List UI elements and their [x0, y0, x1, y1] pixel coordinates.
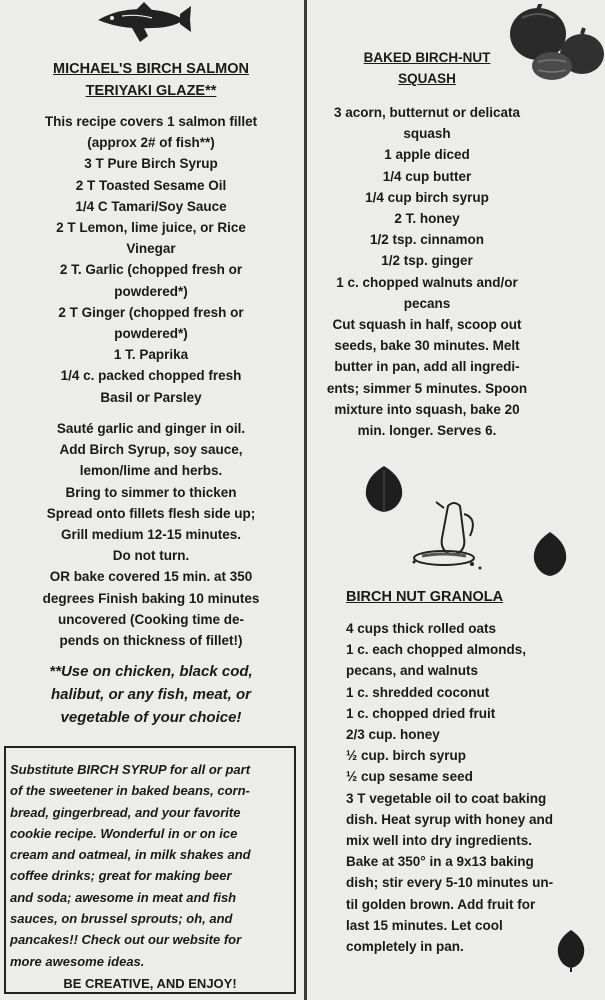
tip-line: cream and oatmeal, in milk shakes and	[10, 847, 251, 863]
ingredient-line: 2 T. Garlic (chopped fresh or	[59, 262, 243, 278]
ingredient-line: 1 T. Paprika	[113, 347, 189, 363]
squash-title-line: BAKED BIRCH-NUT	[363, 50, 491, 65]
squash-line: 1/4 cup butter	[382, 168, 472, 184]
ingredient-line: powdered*)	[114, 283, 188, 299]
method-line: Spread onto fillets flesh side up;	[46, 505, 256, 521]
method-line: Add Birch Syrup, soy sauce,	[59, 442, 243, 458]
squash-line: butter in pan, add all ingredi-	[334, 359, 520, 375]
salmon-ingredients	[0, 111, 302, 408]
method-line: lemon/lime and herbs.	[79, 463, 223, 479]
squash-recipe-body	[308, 102, 546, 441]
squash-recipe-title	[308, 47, 546, 89]
ingredient-line: 2 T Ginger (chopped fresh or	[58, 304, 244, 320]
granola-line: pecans, and walnuts	[346, 663, 479, 679]
granola-line: completely in pan.	[346, 939, 464, 955]
ingredient-line: 1/4 c. packed chopped fresh	[60, 368, 242, 384]
syrup-pitcher-icon	[408, 498, 494, 572]
ingredient-line: This recipe covers 1 salmon fillet	[44, 114, 258, 129]
ingredient-line: powdered*)	[114, 326, 188, 342]
squash-line: 3 acorn, butternut or delicata	[333, 105, 521, 120]
granola-line: til golden brown. Add fruit for	[346, 896, 536, 912]
method-line: uncovered (Cooking time de-	[57, 611, 245, 627]
salmon-recipe-title	[0, 58, 302, 102]
ingredient-line: Basil or Parsley	[100, 389, 202, 405]
squash-line: seeds, bake 30 minutes. Melt	[334, 338, 520, 354]
granola-line: 1 c. shredded coconut	[346, 684, 490, 700]
squash-line: 1 apple diced	[384, 147, 470, 163]
birch-leaf-icon	[362, 464, 406, 514]
tip-box-closing: BE CREATIVE, AND ENJOY!	[63, 975, 237, 991]
granola-line: 3 T vegetable oil to coat baking	[346, 790, 547, 806]
method-line: degrees Finish baking 10 minutes	[42, 590, 260, 606]
squash-line: 1/4 cup birch syrup	[365, 189, 489, 205]
squash-line: 1 c. chopped walnuts and/or	[336, 274, 518, 290]
note-line: vegetable of your choice!	[60, 709, 242, 726]
salmon-illustration-icon	[92, 2, 192, 44]
method-line: pends on thickness of fillet!)	[59, 633, 243, 649]
squash-line: squash	[403, 126, 451, 142]
salmon-note	[0, 660, 302, 729]
granola-line: 4 cups thick rolled oats	[346, 621, 497, 636]
squash-line: ents; simmer 5 minutes. Spoon	[326, 380, 528, 396]
granola-line: last 15 minutes. Let cool	[346, 917, 503, 933]
granola-line: mix well into dry ingredients.	[346, 833, 533, 849]
salmon-title-line: MICHAEL'S BIRCH SALMON	[53, 61, 249, 77]
tip-box-body	[10, 759, 290, 972]
salmon-method	[0, 418, 302, 651]
method-line: Bring to simmer to thicken	[65, 484, 237, 500]
birch-leaf-icon	[530, 530, 570, 578]
method-line: Sauté garlic and ginger in oil.	[56, 421, 246, 436]
granola-recipe-title: BIRCH NUT GRANOLA	[346, 589, 504, 605]
granola-recipe-body	[346, 618, 602, 957]
tip-line: Substitute BIRCH SYRUP for all or part	[10, 762, 251, 777]
column-divider	[304, 0, 307, 1000]
granola-line: ½ cup. birch syrup	[346, 748, 467, 764]
method-line: OR bake covered 15 min. at 350	[49, 569, 253, 585]
tip-line: bread, gingerbread, and your favorite	[10, 804, 241, 820]
granola-line: dish. Heat syrup with honey and	[346, 811, 554, 827]
granola-line: ½ cup sesame seed	[346, 769, 473, 785]
note-line: halibut, or any fish, meat, or	[50, 686, 252, 703]
ingredient-line: (approx 2# of fish**)	[87, 135, 215, 151]
tip-line: cookie recipe. Wonderful in or on ice	[10, 825, 238, 841]
tip-line: more awesome ideas.	[10, 953, 145, 969]
ingredient-line: 2 T Toasted Sesame Oil	[75, 177, 227, 193]
tip-line: sauces, on brussel sprouts; oh, and	[10, 911, 233, 927]
ingredient-line: 1/4 C Tamari/Soy Sauce	[75, 198, 227, 214]
squash-line: pecans	[403, 295, 451, 311]
squash-line: 1/2 tsp. ginger	[381, 253, 473, 269]
method-line: Do not turn.	[112, 548, 190, 564]
tip-line: pancakes!! Check out our website for	[10, 932, 242, 948]
squash-line: mixture into squash, bake 20	[334, 401, 520, 417]
note-line: **Use on chicken, black cod,	[49, 663, 253, 680]
squash-line: Cut squash in half, scoop out	[332, 317, 522, 333]
tip-line: coffee drinks; great for making beer	[10, 868, 232, 884]
squash-line: 2 T. honey	[394, 211, 460, 227]
granola-line: 1 c. chopped dried fruit	[346, 705, 496, 721]
ingredient-line: 2 T Lemon, lime juice, or Rice	[56, 220, 246, 236]
granola-line: 2/3 cup. honey	[346, 727, 440, 743]
squash-line: 1/2 tsp. cinnamon	[369, 232, 485, 248]
tip-box	[4, 746, 296, 994]
method-line: Grill medium 12-15 minutes.	[60, 527, 242, 543]
granola-line: dish; stir every 5-10 minutes un-	[346, 875, 554, 891]
tip-line: of the sweetener in baked beans, corn-	[10, 783, 250, 799]
squash-line: min. longer. Serves 6.	[357, 423, 497, 439]
squash-title-line: SQUASH	[398, 71, 456, 86]
tip-line: and soda; awesome in meat and fish	[10, 889, 237, 905]
ingredient-line: 3 T Pure Birch Syrup	[84, 156, 218, 172]
granola-line: Bake at 350° in a 9x13 baking	[346, 854, 534, 870]
ingredient-line: Vinegar	[126, 241, 176, 257]
birch-leaf-icon	[554, 928, 588, 972]
salmon-title-line: TERIYAKI GLAZE**	[85, 83, 217, 99]
granola-line: 1 c. each chopped almonds,	[346, 642, 527, 658]
